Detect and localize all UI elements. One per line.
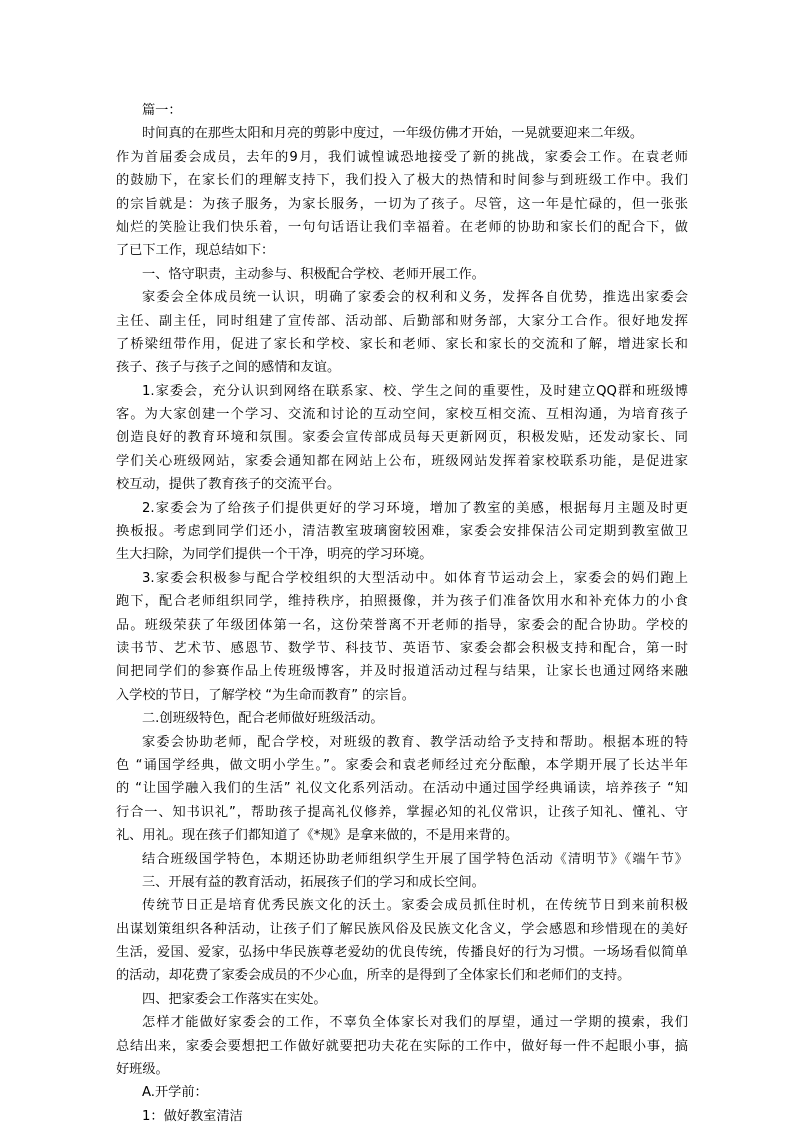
- text-line: 了桥梁纽带作用，促进了家长和学校、家长和老师、家长和家长的交流和了解，增进家长和: [116, 336, 688, 352]
- text-line: 1.家委会，充分认识到网络在联系家、校、学生之间的重要性，及时建立QQ群和班级博: [142, 383, 688, 399]
- text-line: 色 “诵国学经典，做文明小学生。”。家委会和袁老师经过充分酝酿，本学期开展了长达半年: [116, 757, 688, 773]
- text-line: 品。班级荣获了年级团体第一名，这份荣誉离不开老师的指导，家委会的配合协助。学校的: [116, 617, 688, 633]
- text-line: 生大扫除，为同学们提供一个干净，明亮的学习环境。: [116, 547, 433, 563]
- text-line: 主任、副主任，同时组建了宣传部、活动部、后勤部和财务部，大家分工合作。很好地发挥: [116, 313, 688, 329]
- text-line: 学们关心班级网站，家委会通知都在网站上公布，班级网站发挥着家校联系功能，是促进家: [116, 453, 688, 469]
- text-line: 家委会协助老师，配合学校，对班级的教育、教学活动给予支持和帮助。根据本班的特: [142, 734, 688, 750]
- text-line: 礼、用礼。现在孩子们都知道了《*规》是拿来做的，不是用来背的。: [116, 828, 519, 844]
- text-line: 篇一：: [142, 103, 182, 118]
- text-line: 行合一、知书识礼”，帮助孩子提高礼仪修养，掌握必知的礼仪常识，让孩子知礼、懂礼、守: [116, 804, 688, 820]
- text-line: 出谋划策组织各种活动，让孩子们了解民族风俗及民族文化含义，学会感恩和珍惜现在的美好: [116, 921, 688, 937]
- text-line: 入学校的节日，了解学校 “为生命而教育” 的宗旨。: [116, 687, 415, 703]
- text-line: 总结出来，家委会要想把工作做好就要把功夫花在实际的工作中，做好每一件不起眼小事，搞: [116, 1038, 688, 1054]
- text-line: 客。为大家创建一个学习、交流和讨论的互动空间，家校互相交流、互相沟通，为培育孩子: [116, 407, 688, 423]
- text-line: 2.家委会为了给孩子们提供更好的学习环境，增加了教室的美感，根据每月主题及时更: [142, 500, 688, 516]
- text-line: 跑下，配合老师组织同学，维持秩序，拍照摄像，并为孩子们准备饮用水和补充体力的小食: [116, 594, 688, 610]
- text-line: 创造良好的教育环境和氛围。家委会宣传部成员每天更新网页，积极发贴，还发动家长、同: [116, 430, 688, 446]
- text-line: 换板报。考虑到同学们还小，清洁教室玻璃窗较困难，家委会安排保洁公司定期到教室做卫: [116, 524, 688, 540]
- text-line: 间把同学们的参赛作品上传班级博客，并及时报道活动过程与结果，让家长也通过网络来融: [116, 664, 688, 680]
- text-line: 时间真的在那些太阳和月亮的剪影中度过，一年级仿佛才开始，一晃就要迎来二年级。: [142, 126, 644, 142]
- text-line: 作为首届委会成员，去年的9月，我们诚惶诚恐地接受了新的挑战，家委会工作。在袁老师: [116, 149, 688, 165]
- text-line: 校互动，提供了教育孩子的交流平台。: [116, 477, 341, 493]
- text-line: 读书节、艺术节、感恩节、数学节、科技节、英语节、家委会都会积极支持和配合，第一时: [116, 640, 688, 656]
- text-line: 好班级。: [116, 1062, 169, 1078]
- text-line: 的活动，却花费了家委会成员的不少心血，所幸的是得到了全体家长们和老师们的支持。: [116, 968, 631, 984]
- text-line: 的 “让国学融入我们的生活” 礼仪文化系列活动。在活动中通过国学经典诵读，培养孩子 “知: [116, 781, 688, 797]
- text-line: 的宗旨就是：为孩子服务，为家长服务，一切为了孩子。尽管，这一年是忙碌的，但一张张: [116, 196, 688, 212]
- text-line: 四、把家委会工作落实在实处。: [142, 991, 327, 1007]
- text-line: 3.家委会积极参与配合学校组织的大型活动中。如体育节运动会上，家委会的妈们跑上: [142, 570, 688, 586]
- text-line: 的鼓励下，在家长们的理解支持下，我们投入了极大的热情和时间参与到班级工作中。我们: [116, 173, 688, 189]
- text-line: 灿烂的笑脸让我们快乐着，一句句话语让我们幸福着。在老师的协助和家长们的配合下，做: [116, 219, 688, 235]
- document-page: [116, 99, 688, 1128]
- text-line: 生活，爱国、爱家，弘扬中华民族尊老爱幼的优良传统，传播良好的行为习惯。一场场看似简单: [116, 945, 688, 961]
- text-line: 结合班级国学特色，本期还协助老师组织学生开展了国学特色活动《清明节》《端午节》: [142, 851, 688, 867]
- text-line: 二.创班级特色，配合老师做好班级活动。: [142, 711, 384, 727]
- text-line: 了已下工作，现总结如下：: [116, 243, 275, 259]
- text-line: A.开学前：: [142, 1085, 208, 1101]
- text-line: 家委会全体成员统一认识，明确了家委会的权利和义务，发挥各自优势，推选出家委会: [142, 290, 688, 306]
- text-line: 1：做好教室清洁: [142, 1108, 243, 1124]
- text-line: 三、开展有益的教育活动，拓展孩子们的学习和成长空间。: [142, 874, 485, 890]
- text-line: 一、恪守职责，主动参与、积极配合学校、老师开展工作。: [142, 266, 485, 282]
- text-line: 孩子、孩子与孩子之间的感情和友谊。: [116, 360, 341, 376]
- text-line: 怎样才能做好家委会的工作，不辜负全体家长对我们的厚望，通过一学期的摸索，我们: [142, 1015, 688, 1031]
- text-line: 传统节日正是培育优秀民族文化的沃土。家委会成员抓住时机，在传统节日到来前积极: [142, 898, 688, 914]
